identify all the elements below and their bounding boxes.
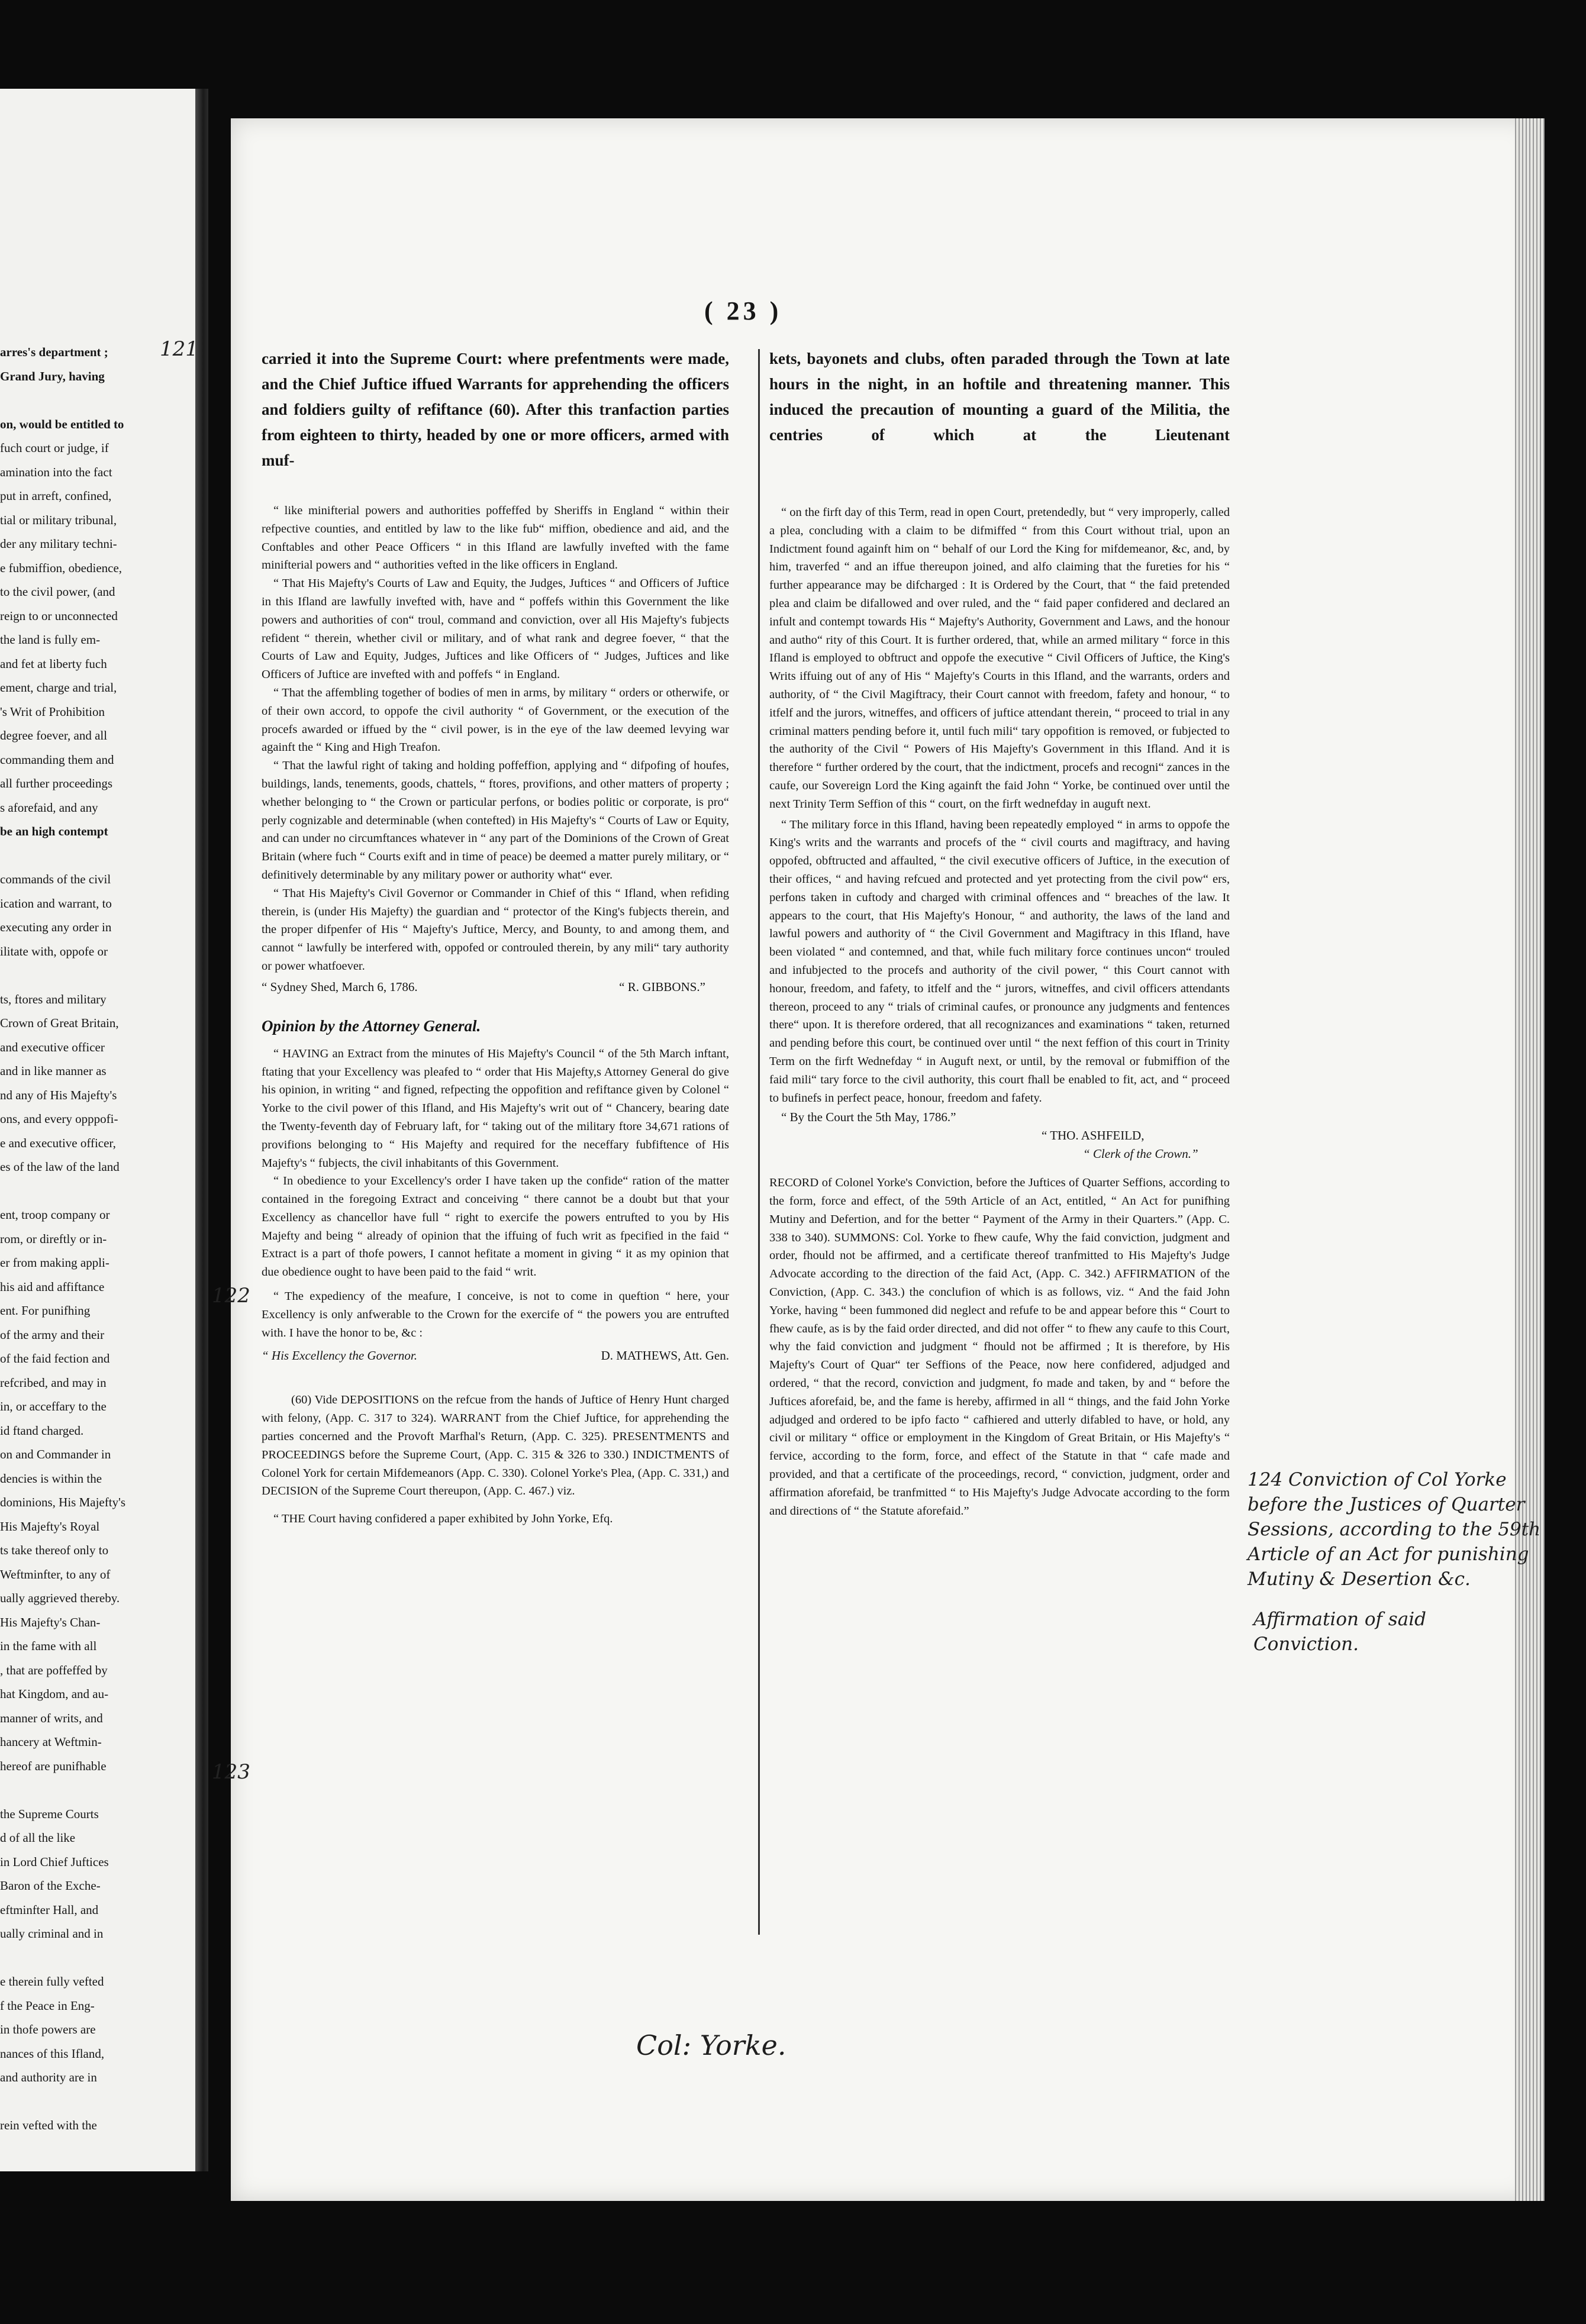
opinion-paragraph: “ HAVING an Extract from the minutes of His Majefty's Council “ of the 5th March inftant, ftating that your Excellency was pleafed to “ order that His Majefty,s Attorney General do give his opinion, in writing “ and figned, refpecting the oppofition and refiftance given by Colonel “ Yorke to the civil power of this Ifland, and His Majefty's writ out of “ Chancery, bearing date the Twenty-feventh day of February laft, for “ taking out of the military ftore 34,671 rations of provifions belonging to “ His Majefty and required for the neceffary fubfiftence of His Majefty's “ fubjects, the civil inhabitants of this Government.	[262, 1047, 729, 1170]
facing-page-line: reign to or unconnected	[0, 608, 118, 623]
facing-page-line: ement, charge and trial,	[0, 680, 117, 695]
resolution-paragraph: “ That His Majefty's Courts of Law and Equity, the Judges, Juftices “ and Officers of Juftice in this Ifland are lawfully invefted with, have and “ poffefs within this Government the like powers and authorities of con“ troul, command and conviction, over all His Majefty's fubjects refident “ therein, whether civil or military, and of what rank and degree foever, “ that the Courts of Law and Equity, Judges, Juftices and like Officers of “ Judges, Juftices and like Officers of Juftice are invefted with and poffefs “ in England.	[262, 577, 729, 682]
facing-page-line: His Majefty's Royal	[0, 1519, 100, 1534]
facing-page-line: rom, or direftly or in-	[0, 1231, 107, 1246]
facing-page-line: hat Kingdom, and au-	[0, 1687, 109, 1701]
facing-page-line: ent, troop company or	[0, 1208, 110, 1222]
facing-page-line: refcribed, and may in	[0, 1375, 107, 1390]
right-column	[769, 346, 1230, 1520]
narrative-paragraph: kets, bayonets and clubs, often paraded through the Town at late hours in the night, in an hoftile and threatening manner. This induced the precaution of mounting a guard of the Militia, the centries of which at the Lieutenant	[769, 350, 1230, 444]
facing-page-line: manner of writs, and	[0, 1710, 103, 1725]
facing-page-line: ually aggrieved thereby.	[0, 1591, 120, 1605]
facing-page-line: ent. For punifhing	[0, 1303, 91, 1318]
facing-page-line: f the Peace in Eng-	[0, 1998, 95, 2013]
facing-page-line: rein vefted with the	[0, 2118, 97, 2132]
facing-page-line: e fubmiffion, obedience,	[0, 560, 123, 575]
facing-page-line: 's Writ of Prohibition	[0, 704, 105, 719]
facing-page-line: put in arreft, confined,	[0, 489, 112, 503]
facing-page-line: s aforefaid, and any	[0, 800, 98, 815]
handwritten-bottom-note: Col: Yorke.	[636, 2029, 786, 2061]
page-edges	[1515, 118, 1545, 2201]
facing-page-line: es of the law of the land	[0, 1160, 120, 1174]
resolution-paragraph: “ That the lawful right of taking and holding poffeffion, applying and “ difpofing of houfes, buildings, lands, tenements, goods, chattels, “ ftores, provifions, and other matters of property ; whether belonging to “ the Crown or particular perfons, or bodies politic or corporate, is pro“ perly cognizable and determinable (when contefted) in His Majefty's “ Courts of Law or Equity, and can under no circumftances whatever in “ any part of the Dominions of the Crown of Great Britain (where fuch “ Courts exift and in time of peace) be deemed a matter purely military, or “ definitively determinable by any military power or authority what“ ever.	[262, 759, 729, 882]
opinion-paragraph: “ The expediency of the meafure, I conceive, is not to come in queftion “ here, your Excellency is only anfwerable to the Crown for the exercife of “ the powers you are entrufted with. I have the honor to be, &c :	[262, 1290, 729, 1339]
court-signature	[769, 1108, 1230, 1163]
facing-page-line: Grand Jury, having	[0, 369, 105, 383]
facing-page-line: ilitate with, oppofe or	[0, 944, 108, 958]
facing-page-line: ts, ftores and military	[0, 992, 107, 1006]
resolution-paragraph: “ like minifterial powers and authorities poffeffed by Sheriffs in England “ within their refpective counties, and entitled by law to the like fub“ miffion, obedience and aid, and the Conftables and other Peace Officers “ in this Ifland are lawfully invefted with the fame minifterial powers and “ authorities vefted in the like officers in England.	[262, 504, 729, 572]
court-date: “ By the Court the 5th May, 1786.”	[781, 1110, 956, 1125]
facing-page-line: and in like manner as	[0, 1064, 107, 1078]
facing-page-line: nd any of His Majefty's	[0, 1087, 117, 1102]
facing-page-line: nances of this Ifland,	[0, 2046, 105, 2061]
facing-page-line: id ftand charged.	[0, 1423, 84, 1438]
facing-page-line: degree foever, and all	[0, 728, 108, 743]
facing-page-line: tial or military tribunal,	[0, 512, 117, 527]
signature-line	[262, 1347, 729, 1365]
margin-note-line: Article of an Act for punishing	[1247, 1544, 1529, 1565]
facing-page-line: e therein fully vefted	[0, 1974, 104, 1989]
facing-page-line: of the army and their	[0, 1327, 105, 1342]
margin-number-122: 122	[212, 1284, 250, 1308]
facing-page-line: hereof are punifhable	[0, 1758, 107, 1773]
facing-page-line: the Supreme Courts	[0, 1806, 99, 1821]
facing-page-line: commanding them and	[0, 752, 114, 767]
facing-page-line: in Lord Chief Juftices	[0, 1854, 109, 1869]
resolution-paragraph: “ That His Majefty's Civil Governor or Commander in Chief of this “ Ifland, when refiding therein, is (under His Majefty) the guardian and “ protector of the King's fubjects therein, and the proper difpenfer of His “ Majefty's Juftice, Mercy, and Bounty, to and among them, and cannot “ lawfully be interfered with, oppofed or controuled therein, by any mili“ tary authority or power whatfoever.	[262, 886, 729, 973]
facing-page-line: dencies is within the	[0, 1471, 102, 1486]
page-gutter	[195, 89, 208, 2171]
margin-note-line: 124 Conviction of Col Yorke	[1247, 1469, 1507, 1490]
column-rule	[758, 349, 760, 1935]
facing-page-line: of the faid fection and	[0, 1351, 110, 1366]
court-order-paragraph: “ The military force in this Ifland, having been repeatedly employed “ in arms to oppofe the King's writs and the warrants and procefs of the “ civil courts and magiftracy, and having oppofed, obftructed and affaulted, “ the civil executive officers of Juftice, in the execution of their offices, “ and having refcued and protected and yet protecting from the civil pow“ ers, perfons taken in cuftody and charged with criminal offences and “ breaches of the law. It appears to the court, that His Majefty's Honour, “ and authority, the laws of the land and lawful powers and authority of “ the Civil Government and Magiftracy in this Ifland, have been violated “ and contemned, and that, while fuch military force continues uncon“ trouled and infubjected to the procefs and authority of the civil power, “ this Court cannot with honour, freedom, and fafety, to itfelf and the “ jurors, witneffes, and civil officers attendants thereon, proceed to any “ trials of criminal caufes, or pronounce any judgments and fentences there“ upon. It is therefore ordered, that all recognizances and examinations “ taken, returned and pending before this court, be continued over until “ the next feffion of this court in Trinity Term on the firft Wednefday “ in Auguft next, or until, by the removal or fubmiffion of the faid mili“ tary force to the civil authority, this court fhall be enabled to fit, act, and “ proceed to bufinefs in perfect peace, honour, freedom and fafety.	[769, 818, 1230, 1105]
facing-page-line: his aid and affiftance	[0, 1279, 105, 1294]
footnote: (60) Vide DEPOSITIONS on the refcue from the hands of Juftice of Henry Hunt charged with felony, (App. C. 317 to 324). WARRANT from the Chief Juftice, for apprehending the parties concerned and the Provoft Marfhal's Return, (App. C. 325). PRESENTMENTS and PROCEEDINGS before the Supreme Court, (App. C. 315 & 326 to 330.) INDICTMENTS of Colonel York for certain Mifdemeanors (App. C. 330). Colonel Yorke's Plea, (App. C. 331,) and DECISION of the Supreme Court thereupon, (App. C. 467.) viz.	[262, 1393, 729, 1498]
margin-number-121: 121	[160, 337, 198, 361]
signature-place-date: “ Sydney Shed, March 6, 1786.	[262, 979, 418, 994]
margin-note-line: Mutiny & Desertion &c.	[1247, 1568, 1471, 1590]
signature-line	[262, 978, 729, 996]
facing-page-line: in thofe powers are	[0, 2022, 96, 2036]
resolution-paragraph: “ That the affembling together of bodies of men in arms, by military “ orders or otherwife, or of their own accord, to oppofe the civil authority “ of Government, or the execution of the procefs awarded or iffued by the “ civil power, is in the eye of the law deemed levying war againft the “ King and High Treafon.	[262, 686, 729, 754]
record-paragraph: RECORD of Colonel Yorke's Conviction, before the Juftices of Quarter Seffions, according to the form, force and effect, of the 59th Article of an Act, entitled, “ An Act for punifhing Mutiny and Defertion, and for the better “ Payment of the Army in their Quarters.” (App. C. 338 to 340). SUMMONS: Col. Yorke to fhew caufe, Why the faid conviction, judgment and order, fhould not be affirmed, and a certificate thereof tranfmitted to His Majefty's Judge Advocate according to the direction of the faid Act, (App. C. 342.) AFFIRMATION of the Conviction, (App. C. 343.) the conclufion of which is as follows, viz. “ And the faid John Yorke, having “ been fummoned did neglect and refufe to be and appear before this “ Court to fhew caufe, as is by the faid order directed, and did not offer “ to fhew any caufe to this Court, why the faid conviction and judgment “ fhould not be affirmed ; It is therefore, by His Majefty's Court of Quar“ ter Seffions of the Peace, now here confidered, adjudged and ordered, “ that the record, conviction and judgment, fo made and taken, by and “ before the Juftices aforefaid, be, and the fame is hereby, affirmed in all “ things, and the faid John Yorke adjudged and ordered to be ipfo facto “ cafhiered and utterly difabled to have, or hold, any civil or military “ office or employment in the Kingdom of Great Britain, or His Majefty's “ fervice, according to the form, force, and effect of the Statute in that “ cafe made and provided, and that a certificate of the proceedings, record, “ conviction, judgment, order and affirmation aforefaid, be tranfmitted “ to His Majefty's Judge Advocate according to the form and directions of “ the Statute aforefaid.”	[769, 1176, 1230, 1518]
facing-page-line: in the fame with all	[0, 1639, 97, 1653]
facing-page-line: be an high contempt	[0, 824, 108, 838]
facing-page-line: His Majefty's Chan-	[0, 1615, 101, 1629]
opinion-paragraph: “ In obedience to your Excellency's order I have taken up the confide“ ration of the matter contained in the foregoing Extract and conceiving “ there cannot be a doubt but that your Excellency as chancellor have full “ right to exercife the powers entrufted to you by His Majefty and being “ already of opinion that the iffuing of fuch writ as fpecified in the faid “ Extract is a part of thofe powers, I cannot hefitate a moment in giving “ it as my opinion that due obedience ought to have been paid to the faid “ writ.	[262, 1174, 729, 1279]
facing-page-line: and authority are in	[0, 2070, 97, 2084]
facing-page-line: on and Commander in	[0, 1447, 111, 1461]
page-number: ( 23 )	[704, 296, 782, 325]
facing-page	[0, 89, 197, 2171]
handwritten-margin-note	[1247, 1467, 1579, 1657]
court-order-paragraph: “ on the firft day of this Term, read in open Court, pretendedly, but “ very improperly, called a plea, concluding with a claim to be difmiffed “ from this Court without trial, upon an Indictment found againft him on “ behalf of our Lord the King for mifdemeanor, &c, and, by him, traverfed “ and an iffue thereupon joined, and alfo claiming that the fureties for his “ further appearance may be difcharged : It is Ordered by the Court, that “ the faid pretended plea and claim be difallowed and over ruled, and the “ faid paper confidered and declared an infult and contempt towards His “ Majefty's Authority, Government and Laws, and the honour and autho“ rity of this Court. It is further ordered, that, while an armed military “ force in this Ifland is employed to obftruct and oppofe the executive “ Civil Officers of Juftice, the King's Writs iffuing out of any of His “ Majefty's Courts in this Ifland, and the warrants, orders and authority, of “ the Civil Magiftracy, their Court cannot with freedom, fafety and honour, “ to itfelf and the jurors, witneffes, and officers of juftice attendant therein, “ proceed to trial in any criminal matters pending before it, until fuch mili“ tary oppofition is removed, or fubjected to the authority of the Civil “ Powers of His Majefty's Government in this Ifland. And it is therefore “ further ordered by the court, that the indictment, procefs and recogni“ zances in the caufe, our Sovereign Lord the King againft the faid John “ Yorke, be continued over until the next Trinity Term Seffion of this “ court, on the firft wednefday in auguft next.	[769, 506, 1230, 811]
facing-page-line: ually criminal and in	[0, 1926, 104, 1941]
facing-page-line: commands of the civil	[0, 872, 111, 886]
facing-page-line: hancery at Weftmin-	[0, 1735, 102, 1749]
facing-page-line: ons, and every opppofi-	[0, 1112, 118, 1126]
facing-page-line: d of all the like	[0, 1831, 76, 1845]
facing-page-line: eftminfter Hall, and	[0, 1902, 99, 1917]
facing-page-line: dominions, His Majefty's	[0, 1495, 126, 1509]
margin-note-line: Sessions, according to the 59th	[1247, 1519, 1541, 1540]
facing-page-line: to the civil power, (and	[0, 585, 115, 599]
margin-note-line: before the Justices of Quarter	[1247, 1494, 1525, 1515]
section-heading: Opinion by the Attorney General.	[262, 1016, 481, 1035]
signature-name: D. MATHEWS, Att. Gen.	[601, 1348, 729, 1363]
clerk-title: “ Clerk of the Crown.”	[1083, 1147, 1198, 1161]
clerk-name: “ THO. ASHFEILD,	[1042, 1128, 1145, 1143]
facing-page-line: der any military techni-	[0, 537, 117, 551]
facing-page-line: fuch court or judge, if	[0, 441, 109, 455]
facing-page-line: executing any order in	[0, 920, 112, 934]
margin-note-line: Affirmation of said	[1253, 1609, 1426, 1630]
facing-page-line: in, or acceffary to the	[0, 1399, 107, 1413]
facing-page-line: and executive officer	[0, 1040, 105, 1054]
facing-page-line: e and executive officer,	[0, 1135, 116, 1150]
left-column	[262, 346, 729, 1528]
facing-page-line: Crown of Great Britain,	[0, 1016, 119, 1030]
facing-page-line: arres's department ;	[0, 345, 108, 359]
facing-page-line: amination into the fact	[0, 464, 112, 479]
narrative-paragraph: carried it into the Supreme Court: where prefentments were made, and the Chief Juftice iffued Warrants for apprehending the officers and foldiers guilty of refiftance (60). After this tranfaction parties from eighteen to thirty, headed by one or more officers, armed with muf-	[262, 350, 729, 469]
facing-page-line: all further proceedings	[0, 776, 113, 790]
facing-page-line: Weftminfter, to any of	[0, 1567, 111, 1581]
facing-page-line: ication and warrant, to	[0, 896, 112, 911]
footnote-continued: “ THE Court having confidered a paper exhibited by John Yorke, Efq.	[273, 1512, 613, 1526]
facing-page-line: the land is fully em-	[0, 632, 101, 647]
facing-page-line: ts take thereof only to	[0, 1543, 109, 1557]
facing-page-line: on, would be entitled to	[0, 417, 124, 431]
addressee: “ His Excellency the Governor.	[262, 1348, 418, 1363]
facing-page-line: and fet at liberty fuch	[0, 656, 107, 671]
margin-note-line: Conviction.	[1253, 1634, 1359, 1655]
facing-page-line: er from making appli-	[0, 1255, 109, 1270]
facing-page-line: Baron of the Exche-	[0, 1878, 101, 1893]
facing-page-line: , that are poffeffed by	[0, 1663, 108, 1677]
signature-name: “ R. GIBBONS.”	[619, 979, 705, 994]
margin-number-123: 123	[212, 1760, 250, 1784]
